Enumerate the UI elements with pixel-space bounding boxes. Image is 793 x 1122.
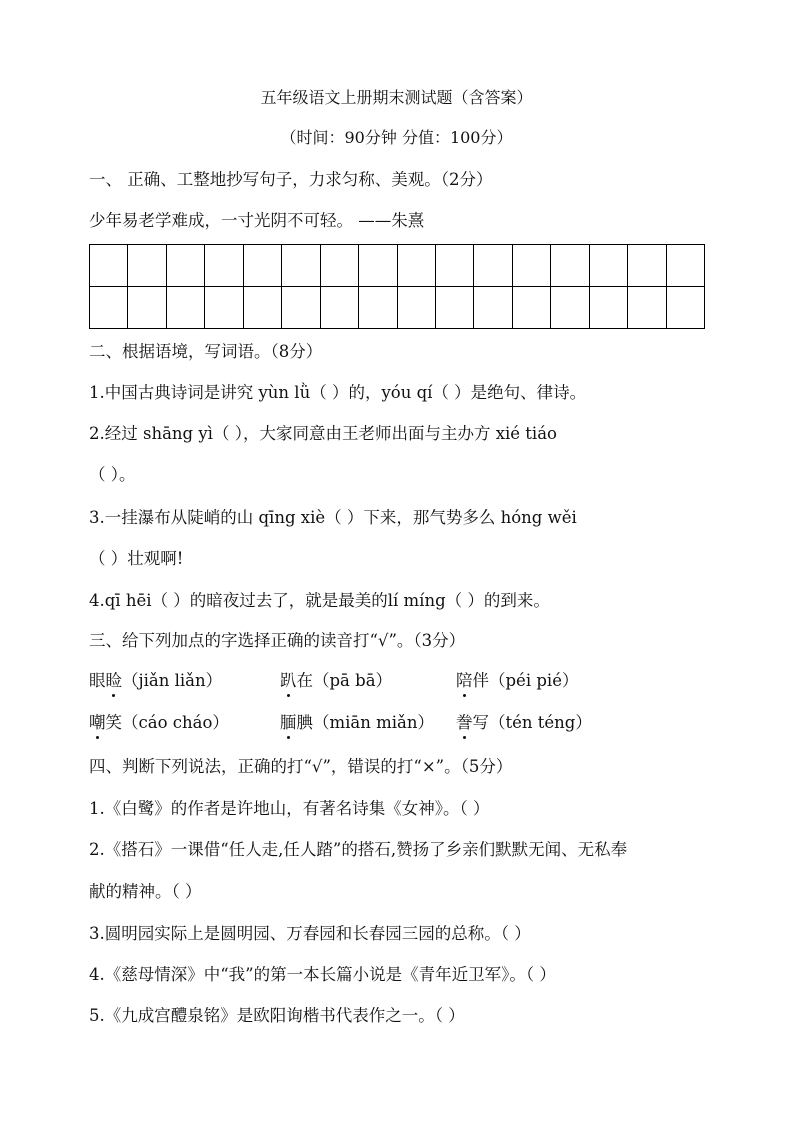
copy-grid[interactable] bbox=[89, 244, 705, 329]
grid-cell[interactable] bbox=[666, 287, 704, 329]
reading-options[interactable]: （péi pié） bbox=[489, 671, 579, 690]
section1-heading: 一、 正确、工整地抄写句子，力求匀称、美观。（2分） bbox=[89, 170, 493, 189]
grid-cell[interactable] bbox=[166, 287, 204, 329]
grid-cell[interactable] bbox=[474, 245, 512, 287]
reading-item bbox=[280, 712, 434, 734]
reading-item-post: 伴 bbox=[472, 671, 489, 690]
grid-cell[interactable] bbox=[589, 245, 627, 287]
reading-item-post: 写 bbox=[472, 713, 489, 732]
dotted-char: 誊 bbox=[456, 713, 473, 732]
grid-cell[interactable] bbox=[666, 245, 704, 287]
reading-item bbox=[280, 670, 392, 692]
grid-cell[interactable] bbox=[551, 287, 589, 329]
reading-item bbox=[89, 712, 229, 734]
section4-q3: 3.圆明园实际上是圆明园、万春园和长春园三园的总称。（ ） bbox=[89, 924, 531, 943]
reading-item-post: 笑 bbox=[105, 713, 122, 732]
section4-heading: 四、判断下列说法，正确的打“√”，错误的打“×”。（5分） bbox=[89, 757, 513, 776]
grid-cell[interactable] bbox=[551, 245, 589, 287]
dotted-char: 腼 bbox=[280, 713, 297, 732]
grid-cell[interactable] bbox=[359, 287, 397, 329]
section2-q2-line1: 2.经过 shāng yì（ ），大家同意由王老师出面与主办方 xié tiáo bbox=[89, 424, 557, 443]
dotted-char: 趴 bbox=[280, 671, 297, 690]
grid-cell[interactable] bbox=[205, 287, 243, 329]
section4-q1: 1.《白鹭》的作者是许地山，有著名诗集《女神》。（ ） bbox=[89, 799, 490, 818]
section2-q1: 1.中国古典诗词是讲究 yùn lǜ（ ）的，yóu qí（ ）是绝句、律诗。 bbox=[89, 383, 587, 402]
grid-cell[interactable] bbox=[282, 287, 320, 329]
reading-item bbox=[456, 670, 578, 692]
grid-cell[interactable] bbox=[589, 287, 627, 329]
reading-options[interactable]: （cáo cháo） bbox=[122, 713, 229, 732]
dotted-char: 睑 bbox=[105, 671, 122, 690]
section3-heading: 三、给下列加点的字选择正确的读音打“√”。（3分） bbox=[89, 631, 466, 650]
grid-cell[interactable] bbox=[205, 245, 243, 287]
reading-item-pre: 眼 bbox=[89, 671, 106, 690]
reading-item-post: 腆 bbox=[296, 713, 313, 732]
section4-q5: 5.《九成宫醴泉铭》是欧阳询楷书代表作之一。（ ） bbox=[89, 1006, 465, 1025]
grid-cell[interactable] bbox=[628, 287, 666, 329]
grid-cell[interactable] bbox=[90, 245, 128, 287]
grid-row bbox=[90, 287, 705, 329]
grid-cell[interactable] bbox=[435, 245, 473, 287]
section1-sentence: 少年易老学难成，一寸光阴不可轻。 ——朱熹 bbox=[89, 211, 425, 230]
grid-cell[interactable] bbox=[282, 245, 320, 287]
grid-cell[interactable] bbox=[474, 287, 512, 329]
grid-cell[interactable] bbox=[512, 245, 550, 287]
grid-cell[interactable] bbox=[90, 287, 128, 329]
section2-q2-line2: （ ）。 bbox=[89, 465, 136, 484]
grid-cell[interactable] bbox=[243, 287, 281, 329]
reading-item bbox=[456, 712, 592, 734]
section2-heading: 二、根据语境，写词语。（8分） bbox=[89, 342, 323, 361]
reading-options[interactable]: （tén téng） bbox=[489, 713, 592, 732]
grid-cell[interactable] bbox=[128, 245, 166, 287]
dotted-char: 陪 bbox=[456, 671, 473, 690]
grid-row bbox=[90, 245, 705, 287]
grid-cell[interactable] bbox=[243, 245, 281, 287]
section4-q2-line1: 2.《搭石》一课借“任人走,任人踏”的搭石,赞扬了乡亲们默默无闻、无私奉 bbox=[89, 840, 628, 859]
page-subtitle: （时间：90分钟 分值：100分） bbox=[280, 128, 513, 147]
grid-cell[interactable] bbox=[166, 245, 204, 287]
grid-cell[interactable] bbox=[628, 245, 666, 287]
page-title: 五年级语文上册期末测试题（含答案） bbox=[260, 88, 533, 107]
section2-q3-line1: 3.一挂瀑布从陡峭的山 qīng xiè（ ）下来，那气势多么 hóng wěi bbox=[89, 508, 577, 527]
section4-q2-line2: 献的精神。（ ） bbox=[89, 882, 202, 901]
reading-item-post: 在 bbox=[296, 671, 313, 690]
reading-item bbox=[89, 670, 222, 692]
dotted-char: 嘲 bbox=[89, 713, 106, 732]
grid-cell[interactable] bbox=[359, 245, 397, 287]
grid-cell[interactable] bbox=[397, 287, 435, 329]
section4-q4: 4.《慈母情深》中“我”的第一本长篇小说是《青年近卫军》。（ ） bbox=[89, 965, 556, 984]
reading-options[interactable]: （pā bā） bbox=[313, 671, 393, 690]
grid-cell[interactable] bbox=[320, 287, 358, 329]
grid-cell[interactable] bbox=[320, 245, 358, 287]
reading-options[interactable]: （miān miǎn） bbox=[313, 713, 435, 732]
grid-cell[interactable] bbox=[397, 245, 435, 287]
section2-q4: 4.qī hēi（ ）的暗夜过去了，就是最美的lí míng（ ）的到来。 bbox=[89, 591, 550, 610]
grid-cell[interactable] bbox=[128, 287, 166, 329]
section2-q3-line2: （ ）壮观啊! bbox=[89, 549, 184, 568]
reading-options[interactable]: （jiǎn liǎn） bbox=[122, 671, 223, 690]
grid-cell[interactable] bbox=[435, 287, 473, 329]
grid-cell[interactable] bbox=[512, 287, 550, 329]
